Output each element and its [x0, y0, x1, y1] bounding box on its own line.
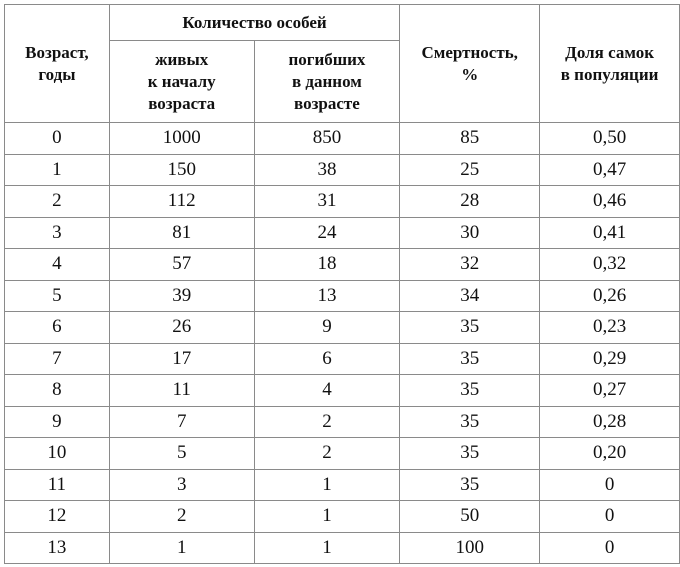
cell-age: 11: [5, 469, 110, 501]
header-mortality: [400, 5, 540, 123]
header-age: [5, 5, 110, 123]
cell-female-share: 0,32: [540, 249, 680, 281]
cell-mortality: 32: [400, 249, 540, 281]
cell-alive: 7: [109, 406, 254, 438]
cell-mortality: 25: [400, 154, 540, 186]
cell-alive: 57: [109, 249, 254, 281]
header-age-line: Возраст,: [25, 42, 89, 62]
cell-female-share: 0: [540, 469, 680, 501]
cell-dead: 6: [254, 343, 400, 375]
cell-age: 5: [5, 280, 110, 312]
header-alive: [109, 41, 254, 123]
header-mortality-line: Смертность,: [421, 42, 518, 62]
cell-age: 2: [5, 186, 110, 218]
cell-female-share: 0,50: [540, 123, 680, 155]
cell-mortality: 85: [400, 123, 540, 155]
table-row: [5, 123, 680, 155]
table-row: [5, 375, 680, 407]
table-row: [5, 343, 680, 375]
cell-female-share: 0,23: [540, 312, 680, 344]
cell-mortality: 30: [400, 217, 540, 249]
cell-alive: 1000: [109, 123, 254, 155]
cell-female-share: 0: [540, 532, 680, 564]
cell-mortality: 28: [400, 186, 540, 218]
table-row: [5, 217, 680, 249]
cell-mortality: 35: [400, 469, 540, 501]
cell-mortality: 35: [400, 343, 540, 375]
cell-alive: 2: [109, 501, 254, 533]
cell-age: 1: [5, 154, 110, 186]
cell-age: 13: [5, 532, 110, 564]
cell-age: 12: [5, 501, 110, 533]
cell-dead: 1: [254, 469, 400, 501]
header-females: [540, 5, 680, 123]
table-row: [5, 186, 680, 218]
header-females-line: в популяции: [560, 64, 659, 84]
cell-age: 0: [5, 123, 110, 155]
cell-mortality: 34: [400, 280, 540, 312]
table-row: [5, 406, 680, 438]
cell-mortality: 35: [400, 375, 540, 407]
header-alive-line: к началу: [147, 71, 216, 91]
header-alive-line: возраста: [148, 93, 216, 113]
cell-dead: 4: [254, 375, 400, 407]
cell-mortality: 35: [400, 312, 540, 344]
cell-alive: 81: [109, 217, 254, 249]
header-mortality-line: %: [461, 64, 479, 84]
cell-female-share: 0,26: [540, 280, 680, 312]
cell-alive: 112: [109, 186, 254, 218]
header-age-line: годы: [38, 64, 76, 84]
cell-dead: 850: [254, 123, 400, 155]
cell-age: 4: [5, 249, 110, 281]
cell-age: 3: [5, 217, 110, 249]
cell-age: 8: [5, 375, 110, 407]
cell-dead: 31: [254, 186, 400, 218]
table-row: [5, 438, 680, 470]
cell-alive: 11: [109, 375, 254, 407]
table-row: [5, 312, 680, 344]
header-dead-line: возрасте: [294, 93, 360, 113]
cell-dead: 24: [254, 217, 400, 249]
table-row: [5, 532, 680, 564]
cell-female-share: 0,47: [540, 154, 680, 186]
table-row: [5, 280, 680, 312]
cell-age: 6: [5, 312, 110, 344]
table-body: [5, 123, 680, 564]
header-alive-line: живых: [155, 49, 209, 69]
cell-age: 10: [5, 438, 110, 470]
cell-mortality: 50: [400, 501, 540, 533]
header-count-group: Количество особей: [109, 5, 399, 41]
cell-female-share: 0,28: [540, 406, 680, 438]
cell-female-share: 0,46: [540, 186, 680, 218]
cell-dead: 18: [254, 249, 400, 281]
cell-alive: 26: [109, 312, 254, 344]
table-row: [5, 501, 680, 533]
cell-dead: 2: [254, 406, 400, 438]
cell-mortality: 100: [400, 532, 540, 564]
life-table: [4, 4, 680, 564]
cell-alive: 17: [109, 343, 254, 375]
cell-female-share: 0,29: [540, 343, 680, 375]
header-females-line: Доля самок: [565, 42, 655, 62]
cell-dead: 1: [254, 501, 400, 533]
cell-mortality: 35: [400, 406, 540, 438]
table-row: [5, 469, 680, 501]
cell-dead: 38: [254, 154, 400, 186]
cell-mortality: 35: [400, 438, 540, 470]
cell-alive: 39: [109, 280, 254, 312]
header-dead: [254, 41, 400, 123]
cell-alive: 150: [109, 154, 254, 186]
cell-female-share: 0: [540, 501, 680, 533]
cell-dead: 2: [254, 438, 400, 470]
cell-dead: 9: [254, 312, 400, 344]
table-row: [5, 154, 680, 186]
cell-dead: 13: [254, 280, 400, 312]
cell-female-share: 0,20: [540, 438, 680, 470]
cell-age: 9: [5, 406, 110, 438]
cell-female-share: 0,27: [540, 375, 680, 407]
cell-female-share: 0,41: [540, 217, 680, 249]
cell-age: 7: [5, 343, 110, 375]
cell-dead: 1: [254, 532, 400, 564]
cell-alive: 3: [109, 469, 254, 501]
header-dead-line: в данном: [291, 71, 362, 91]
table-row: [5, 249, 680, 281]
header-dead-line: погибших: [288, 49, 366, 69]
cell-alive: 5: [109, 438, 254, 470]
cell-alive: 1: [109, 532, 254, 564]
